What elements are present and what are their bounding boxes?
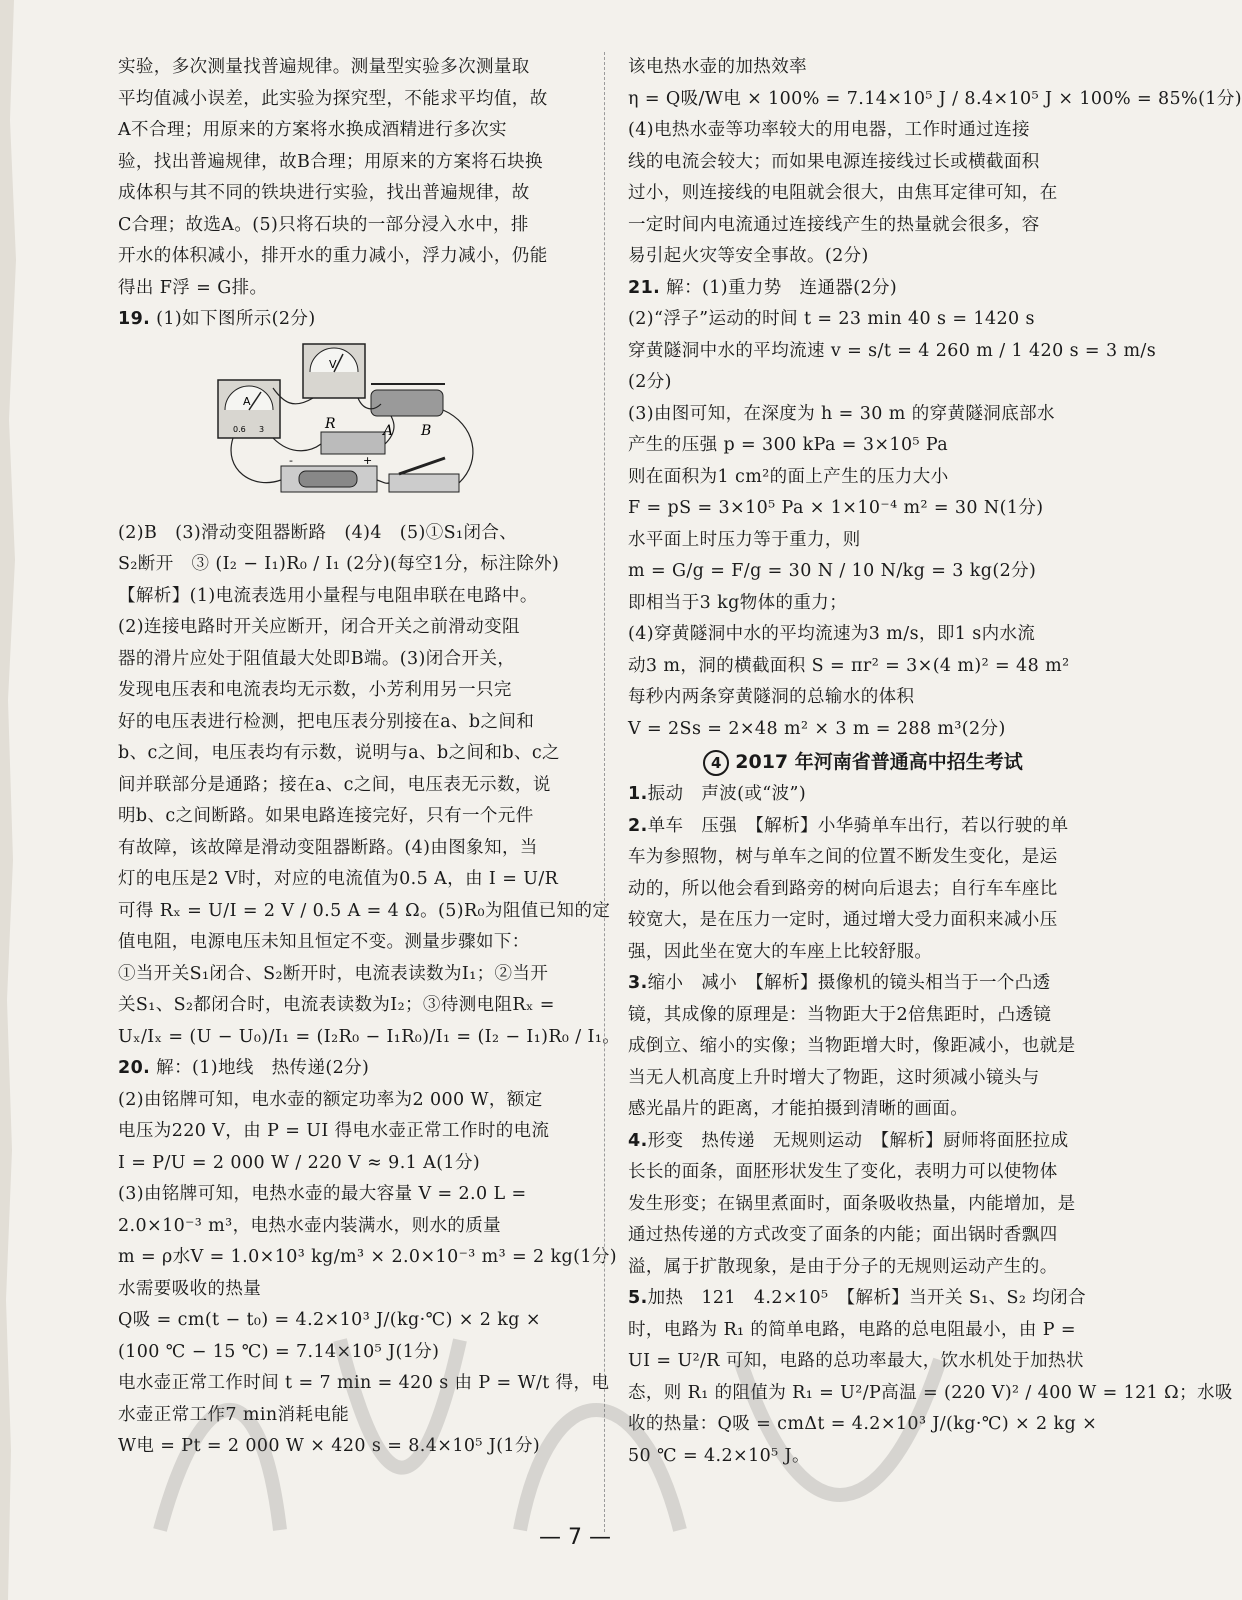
text-line: A不合理；用原来的方案将水换成酒精进行多次实	[118, 120, 507, 140]
text-line: 产生的压强 p = 300 kPa = 3×10⁵ Pa	[628, 435, 949, 455]
text-line: 易引起火灾等安全事故。(2分)	[628, 246, 869, 266]
answer-text: 加热 121 4.2×10⁵ 【解析】当开关 S₁、S₂ 均闭合	[647, 1288, 1086, 1308]
q20-header	[118, 1053, 588, 1085]
answer-line	[628, 1346, 1098, 1378]
left-column	[118, 52, 621, 1463]
q20-body	[118, 1085, 618, 1463]
answer-text: 振动 声波(或“波”)	[647, 784, 807, 804]
text-line: 得出 F浮 = G排。	[118, 277, 268, 298]
answer-line	[628, 842, 1098, 874]
text-line: (2)B (3)滑动变阻器断路 (4)4 (5)①S₁闭合、	[118, 522, 518, 543]
text-line: m = ρ水V = 1.0×10³ kg/m³ × 2.0×10⁻³ m³ = 2 kg(1分)	[118, 1247, 618, 1267]
q21-first-line: 解：(1)重力势 连通器(2分)	[666, 277, 898, 298]
q20-continuation	[628, 52, 1242, 273]
battery-plus: +	[363, 453, 373, 467]
ammeter-scale-small: 0.6	[233, 424, 246, 434]
question-number: 21.	[628, 277, 661, 298]
text-line: 值电阻，电源电压未知且恒定不变。测量步骤如下：	[118, 932, 530, 952]
text-line: 关S₁、S₂都闭合时，电流表读数为I₂；③待测电阻Rₓ =	[118, 995, 555, 1015]
circuit-figure	[118, 336, 588, 518]
section-number-badge: 4	[703, 750, 729, 776]
answer-text: 形变 热传递 无规则运动 【解析】厨师将面胚拉成	[647, 1130, 1069, 1151]
text-line: 间并联部分是通路；接在a、c之间，电压表无示数，说	[118, 774, 551, 795]
text-line: 【解析】(1)电流表选用小量程与电阻串联在电路中。	[118, 585, 538, 606]
answer-list	[628, 779, 1233, 1472]
text-line: (3)由铭牌可知，电热水壶的最大容量 V = 2.0 L =	[118, 1184, 527, 1204]
answer-line	[628, 1031, 1098, 1063]
text-line: (2)由铭牌可知，电水壶的额定功率为2 000 W，额定	[118, 1089, 543, 1110]
text-line: b、c之间，电压表均有示数，说明与a、b之间和b、c之	[118, 743, 560, 763]
text-line: 过小，则连接线的电阻就会很大，由焦耳定律可知，在	[628, 183, 1058, 203]
text-line: (2)“浮子”运动的时间 t = 23 min 40 s = 1420 s	[628, 309, 1035, 329]
text-line: C合理；故选A。(5)只将石块的一部分浸入水中，排	[118, 214, 529, 235]
answer-line	[628, 1063, 1098, 1095]
text-line: 动3 m，洞的横截面积 S = πr² = 3×(4 m)² = 48 m²	[628, 655, 1070, 676]
text-line: 可得 Rₓ = U/I = 2 V / 0.5 A = 4 Ω。(5)R₀为阻值已知的定	[118, 900, 611, 921]
answer-line	[628, 1220, 1098, 1252]
ammeter-label: A	[243, 394, 251, 408]
answer-line	[628, 968, 1098, 1000]
text-line: 器的滑片应处于阻值最大处即B端。(3)闭合开关，	[118, 648, 516, 669]
answer-line	[628, 1126, 1098, 1158]
text-line: ①当开关S₁闭合、S₂断开时，电流表读数为I₁；②当开	[118, 963, 549, 984]
terminal-b-label: B	[421, 422, 432, 439]
q19-first-line: (1)如下图所示(2分)	[156, 309, 316, 329]
answer-text: 溢，属于扩散现象，是由于分子的无规则运动产生的。	[628, 1256, 1058, 1277]
answer-line	[628, 905, 1098, 937]
answer-line	[628, 1283, 1098, 1315]
answer-text: 镜，其成像的原理是：当物距大于2倍焦距时，凸透镜	[628, 1004, 1052, 1025]
text-line: 平均值减小误差，此实验为探究型，不能求平均值，故	[118, 88, 548, 109]
answer-text: 50 ℃ = 4.2×10⁵ J。	[628, 1445, 810, 1466]
answer-line	[628, 1189, 1098, 1221]
text-line: 成体积与其不同的铁块进行实验，找出普遍规律，故	[118, 183, 530, 203]
answer-line	[628, 874, 1098, 906]
answer-text: 时，电路为 R₁ 的简单电路，电路的总电阻最小，由 P =	[628, 1319, 1076, 1340]
answer-number: 3.	[628, 973, 648, 993]
answer-line	[628, 1441, 1098, 1473]
page-number: — 7 —	[539, 1525, 611, 1550]
text-line: 发现电压表和电流表均无示数，小芳利用另一只完	[118, 680, 512, 700]
text-line: (3)由图可知，在深度为 h = 30 m 的穿黄隧洞底部水	[628, 403, 1055, 424]
answer-line	[628, 1409, 1098, 1441]
text-line: 明b、c之间断路。如果电路连接完好，只有一个元件	[118, 806, 534, 826]
text-line: 则在面积为1 cm²的面上产生的压力大小	[628, 466, 949, 487]
text-line: 线的电流会较大；而如果电源连接线过长或横截面积	[628, 151, 1040, 172]
text-line: η = Q吸/W电 × 100% = 7.14×10⁵ J / 8.4×10⁵ J × 100% = 85%(1分)	[628, 88, 1242, 109]
question-number: 19.	[118, 309, 151, 329]
text-line: 穿黄隧洞中水的平均流速 v = s/t = 4 260 m / 1 420 s = 3 m/s	[628, 340, 1157, 361]
answer-text: 通过热传递的方式改变了面条的内能；面出锅时香飘四	[628, 1225, 1058, 1245]
answer-text: 较宽大，是在压力一定时，通过增大受力面积来减小压	[628, 910, 1058, 930]
battery-minus: -	[289, 453, 293, 467]
q19-header	[118, 304, 588, 336]
answer-number: 5.	[628, 1288, 648, 1308]
q21-header	[628, 273, 1098, 305]
answer-text: 强，因此坐在宽大的车座上比较舒服。	[628, 941, 933, 962]
answer-line	[628, 779, 1098, 811]
text-line: 电压为220 V，由 P = UI 得电水壶正常工作时的电流	[118, 1121, 550, 1141]
answer-number: 1.	[628, 784, 648, 804]
answer-number: 4.	[628, 1130, 648, 1151]
answer-line	[628, 1000, 1098, 1032]
text-line: V = 2Ss = 2×48 m² × 3 m = 288 m³(2分)	[628, 718, 1006, 739]
answer-text: UI = U²/R 可知，电路的总功率最大，饮水机处于加热状	[628, 1351, 1084, 1371]
torn-edge	[0, 0, 40, 1600]
text-line: 水平面上时压力等于重力，则	[628, 529, 861, 550]
text-line: 水壶正常工作7 min消耗电能	[118, 1404, 350, 1425]
answer-text: 长长的面条，面胚形状发生了变化，表明力可以使物体	[628, 1162, 1058, 1182]
answer-text: 缩小 减小 【解析】摄像机的镜头相当于一个凸透	[647, 973, 1051, 993]
section-heading	[628, 745, 1098, 779]
answer-line	[628, 811, 1098, 843]
text-line: (4)穿黄隧洞中水的平均流速为3 m/s，即1 s内水流	[628, 624, 1036, 644]
answer-text: 发生形变；在锅里煮面时，面条吸收热量，内能增加，是	[628, 1193, 1076, 1214]
text-line: S₂断开 ③ (I₂ − I₁)R₀ / I₁ (2分)(每空1分，标注除外)	[118, 554, 560, 574]
text-line: 水需要吸收的热量	[118, 1278, 262, 1299]
question-number: 20.	[118, 1058, 151, 1078]
section-title: 2017 年河南省普通高中招生考试	[735, 751, 1023, 773]
answer-line	[628, 937, 1098, 969]
text-line: F = pS = 3×10⁵ Pa × 1×10⁻⁴ m² = 30 N(1分)	[628, 498, 1044, 518]
text-line: 好的电压表进行检测，把电压表分别接在a、b之间和	[118, 711, 535, 732]
answer-line	[628, 1252, 1098, 1284]
text-line: 每秒内两条穿黄隧洞的总输水的体积	[628, 687, 915, 707]
q18-continuation	[118, 52, 588, 304]
text-line: (4)电热水壶等功率较大的用电器，工作时通过连接	[628, 120, 1030, 140]
q19-body	[118, 518, 621, 1054]
answer-number: 2.	[628, 815, 648, 836]
text-line: 开水的体积减小，排开水的重力减小，浮力减小，仍能	[118, 246, 548, 266]
text-line: (2)连接电路时开关应断开，闭合开关之前滑动变阻	[118, 617, 520, 637]
answer-text: 单车 压强 【解析】小华骑单车出行，若以行驶的单	[647, 815, 1069, 836]
answer-text: 态，则 R₁ 的阻值为 R₁ = U²/P高温 = (220 V)² / 400 W = 121 Ω；水吸	[628, 1382, 1233, 1403]
text-line: Q吸 = cm(t − t₀) = 4.2×10³ J/(kg·℃) × 2 kg ×	[118, 1310, 541, 1330]
text-line: m = G/g = F/g = 30 N / 10 N/kg = 3 kg(2分)	[628, 561, 1037, 581]
answer-line	[628, 1378, 1233, 1410]
terminal-a-label: A	[383, 422, 394, 439]
text-line: Uₓ/Iₓ = (U − U₀)/I₁ = (I₂R₀ − I₁R₀)/I₁ = (I₂ − I₁)R₀ / I₁。	[118, 1026, 621, 1047]
text-line: (100 ℃ − 15 ℃) = 7.14×10⁵ J(1分)	[118, 1341, 440, 1362]
text-line: 验，找出普遍规律，故B合理；用原来的方案将石块换	[118, 151, 543, 172]
answer-line	[628, 1157, 1098, 1189]
text-line: 2.0×10⁻³ m³，电热水壶内装满水，则水的质量	[118, 1215, 502, 1236]
text-line: 电水壶正常工作时间 t = 7 min = 420 s 由 P = W/t 得，电	[118, 1373, 610, 1393]
circuit-diagram	[213, 340, 513, 514]
text-line: 该电热水壶的加热效率	[628, 57, 807, 77]
text-line: 有故障，该故障是滑动变阻器断路。(4)由图象知，当	[118, 837, 538, 858]
q20-first-line: 解：(1)地线 热传递(2分)	[156, 1058, 370, 1078]
answer-text: 成倒立、缩小的实像；当物距增大时，像距减小，也就是	[628, 1036, 1076, 1056]
text-line: (2分)	[628, 372, 672, 392]
q21-body	[628, 304, 1157, 745]
text-line: 灯的电压是2 V时，对应的电流值为0.5 A，由 I = U/R	[118, 869, 559, 889]
text-line: 即相当于3 kg物体的重力；	[628, 592, 848, 613]
answer-text: 当无人机高度上升时增大了物距，这时须减小镜头与	[628, 1067, 1040, 1088]
answer-text: 车为参照物，树与单车之间的位置不断发生变化，是运	[628, 847, 1058, 867]
answer-text: 收的热量：Q吸 = cmΔt = 4.2×10³ J/(kg·℃) × 2 kg ×	[628, 1414, 1098, 1434]
text-line: 一定时间内电流通过连接线产生的热量就会很多，容	[628, 214, 1040, 235]
ammeter-scale-large: 3	[259, 424, 265, 434]
voltmeter-label: V	[329, 357, 337, 371]
text-line: W电 = Pt = 2 000 W × 420 s = 8.4×10⁵ J(1分)	[118, 1436, 541, 1456]
answer-line	[628, 1315, 1098, 1347]
answer-text: 感光晶片的距离，才能拍摄到清晰的画面。	[628, 1099, 969, 1119]
answer-text: 动的，所以他会看到路旁的树向后退去；自行车车座比	[628, 878, 1058, 899]
resistor-label: R	[325, 415, 336, 432]
right-column	[628, 52, 1242, 1472]
answer-line	[628, 1094, 1098, 1126]
text-line: 实验，多次测量找普遍规律。测量型实验多次测量取	[118, 57, 530, 77]
column-divider	[604, 52, 605, 1532]
text-line: I = P/U = 2 000 W / 220 V ≈ 9.1 A(1分)	[118, 1152, 481, 1173]
